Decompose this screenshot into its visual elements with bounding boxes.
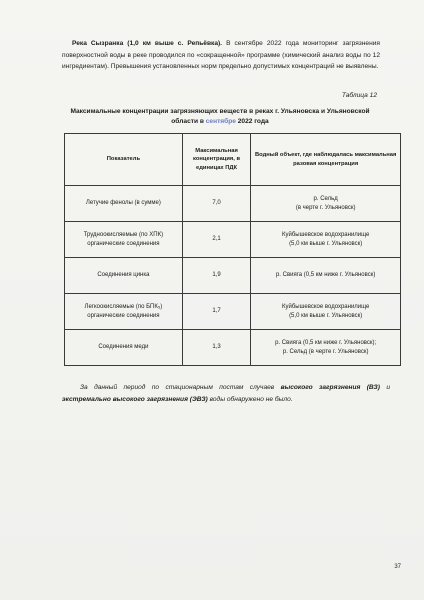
- cell-location: р. Свияга (0,5 км ниже г. Ульяновск): [251, 258, 401, 294]
- cell-location: р. Сельд (в черте г. Ульяновск): [251, 186, 401, 222]
- cell-value: 1,7: [182, 294, 251, 330]
- intro-text: В сентябре 2022 года мониторинг загрязнения поверхностной воды в реке проводился по «сокращенной» программе (химический анализ воды по 12 ингредиентам). Превышения установленных норм предельно допустимых концентраций не выявлены.: [62, 40, 380, 70]
- cell-location: Куйбышевское водохранилище (5,0 км выше г. Ульяновск): [251, 294, 401, 330]
- cell-indicator: Соединения меди: [65, 330, 183, 366]
- cell-location: р. Свияга (0,5 км ниже г. Ульяновск); р. Сельд (в черте г. Ульяновск): [251, 330, 401, 366]
- cell-indicator: Трудноокисляемые (по ХПК) органические соединения: [65, 222, 183, 258]
- table-row: [65, 222, 401, 258]
- conclusion-text: и: [379, 384, 390, 391]
- pollutant-table: [64, 133, 401, 366]
- table-row: [65, 258, 401, 294]
- cell-indicator: Соединения цинка: [65, 258, 183, 294]
- table-header-row: [65, 134, 401, 186]
- table-number: Таблица 12: [341, 92, 377, 99]
- header-indicator: Показатель: [65, 134, 183, 186]
- conclusion-text: За данный период по стационарным постам случаев: [80, 384, 281, 391]
- conclusion-evz: экстремально высокого загрязнения (ЭВЗ): [62, 396, 208, 403]
- table-row: [65, 294, 401, 330]
- cell-value: 2,1: [182, 222, 251, 258]
- caption-month: сентябре: [205, 117, 236, 125]
- table-caption: [70, 107, 370, 126]
- conclusion-text: воды обнаружено не было.: [207, 396, 293, 403]
- intro-paragraph: [62, 38, 380, 73]
- river-heading: Река Сызранка (1,0 км выше с. Репьёвка).: [72, 40, 223, 47]
- table-row: [65, 330, 401, 366]
- cell-value: 1,9: [182, 258, 251, 294]
- table-row: [65, 186, 401, 222]
- cell-indicator: Легкоокисляемые (по БПК₅) органические соединения: [65, 294, 183, 330]
- caption-text: Максимальные концентрации загрязняющих веществ в реках г. Ульяновска и Ульяновской области в: [70, 108, 370, 125]
- header-max-concentration: Максимальная концентрация, в единицах ПДК: [182, 134, 251, 186]
- header-water-body: Водный объект, где наблюдалась максимальная разовая концентрация: [251, 134, 401, 186]
- cell-location: Куйбышевское водохранилище (5,0 км выше г. Ульяновск): [251, 222, 401, 258]
- cell-value: 7,0: [182, 186, 251, 222]
- conclusion-vz: высокого загрязнения (ВЗ): [280, 384, 380, 391]
- cell-value: 1,3: [182, 330, 251, 366]
- conclusion-paragraph: [62, 382, 390, 406]
- page-number: 37: [394, 564, 401, 570]
- cell-indicator: Летучие фенолы (в сумме): [65, 186, 183, 222]
- caption-year: 2022 года: [235, 117, 269, 125]
